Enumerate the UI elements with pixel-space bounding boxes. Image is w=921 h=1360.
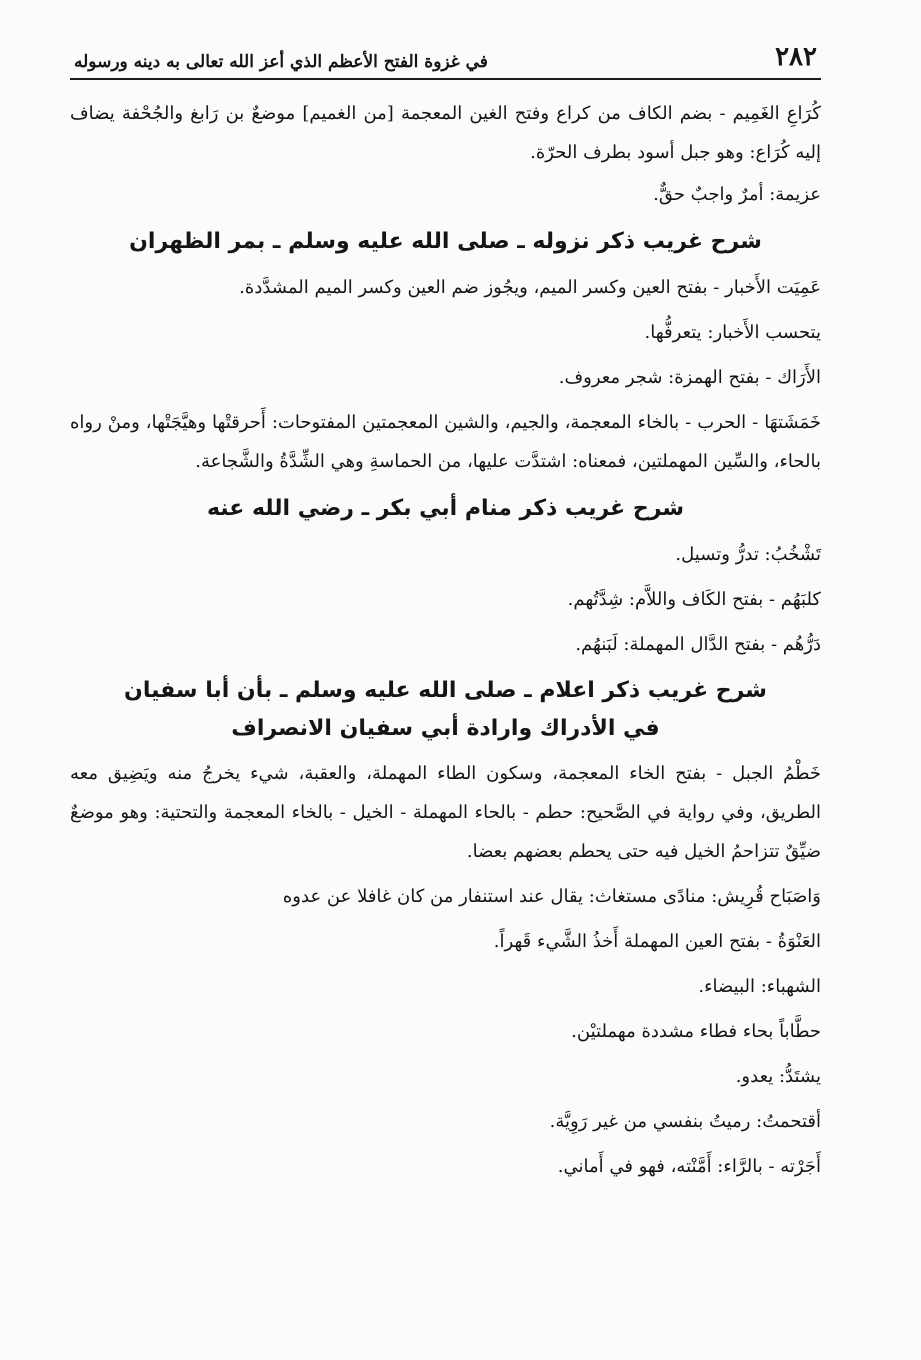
definition-paragraph: خَطْمُ الجبل - بفتح الخاء المعجمة، وسكون الطاء المهملة، والعقبة، شيء يخرجُ منه ويَضِيق معه الطريق، وفي رواية في الصَّحيح: حطم - بالحاء المهملة - الخيل - بالخاء المعجمة والتحتية: وهو موضعٌ ضيِّقٌ تتزاحمُ الخيل فيه حتى يحطم بعضهم بعضا. (70, 763, 821, 862)
section-heading: شرح غريب ذكر منام أبي بكر ـ رضي الله عنه (206, 496, 685, 521)
section-heading-line: في الأدراك وارادة أبي سفيان الانصراف (231, 716, 660, 741)
definition-paragraph: يشتَدُّ: يعدو. (735, 1066, 821, 1087)
definition-paragraph: تَشْخُبُ: تدرُّ وتسيل. (675, 544, 821, 565)
running-title: في غزوة الفتح الأعظم الذي أعز الله تعالى به دينه ورسوله (74, 52, 488, 72)
definition-paragraph: الأَرَاك - بفتح الهمزة: شجر معروف. (558, 367, 821, 388)
definition-paragraph: أقتحمتُ: رميتُ بنفسي من غير رَوِيَّة. (549, 1111, 821, 1132)
definition-paragraph: عزيمة: أمرٌ واجبٌ حقٌّ. (653, 184, 821, 205)
definition-paragraph: كُرَاعِ الغَمِيم - بضم الكاف من كراع وفتح الغين المعجمة [من الغميم] موضعٌ بن رَابغ والجُحْفة يضاف إليه كُرَاع: وهو جبل أسود بطرف الحرّة. (70, 103, 821, 163)
definition-paragraph: دَرُّهُم - بفتح الدَّال المهملة: لَبَنهُم. (575, 634, 821, 655)
definition-paragraph: الشهباء: البيضاء. (698, 976, 821, 997)
definition-paragraph: أَجَرْته - بالرَّاء: أَمَّنْته، فهو في أَماني. (557, 1156, 821, 1177)
definition-paragraph: العَنْوَةُ - بفتح العين المهملة أَخذُ الشَّيء قَهراً. (493, 931, 821, 952)
page-body (70, 80, 821, 1186)
section-heading (70, 672, 821, 748)
definition-list (70, 268, 821, 481)
definition-paragraph: يتحسب الأَخبار: يتعرفُّها. (644, 322, 821, 343)
section-heading-line: شرح غريب ذكر اعلام ـ صلى الله عليه وسلم ـ بأن أبا سفيان (124, 678, 767, 703)
definition-list (70, 754, 821, 1186)
section-heading: شرح غريب ذكر نزوله ـ صلى الله عليه وسلم ـ بمر الظهران (129, 229, 762, 254)
definition-list (70, 535, 821, 664)
definition-paragraph: عَمِيَت الأَخبار - بفتح العين وكسر الميم، ويجُوز ضم العين وكسر الميم المشدَّدة. (239, 277, 821, 298)
definition-paragraph: خَمَشَتهَا - الحرب - بالخاء المعجمة، والجيم، والشين المعجمتين المفتوحات: أَحرقتْها وهيَّجَتْها، ومنْ رواه بالحاء، والسِّين المهملتين، فمعناه: اشتدَّت عليها، من الحماسةِ وهي الشِّدَّةُ والشَّجاعة. (70, 412, 821, 472)
definition-paragraph: حطَّاباً بحاء فطاء مشددة مهملتيْن. (571, 1021, 821, 1042)
page-header (70, 38, 821, 80)
definition-paragraph: كلبَهُم - بفتح الكَاف واللاَّم: شِدَّتُهم. (567, 589, 821, 610)
page-number: ٢٨٢ (775, 42, 817, 72)
definition-paragraph: وَاصَبَاح قُرِيش: منادًى مستغاث: يقال عند استنفار من كان غافلا عن عدوه (282, 886, 821, 907)
